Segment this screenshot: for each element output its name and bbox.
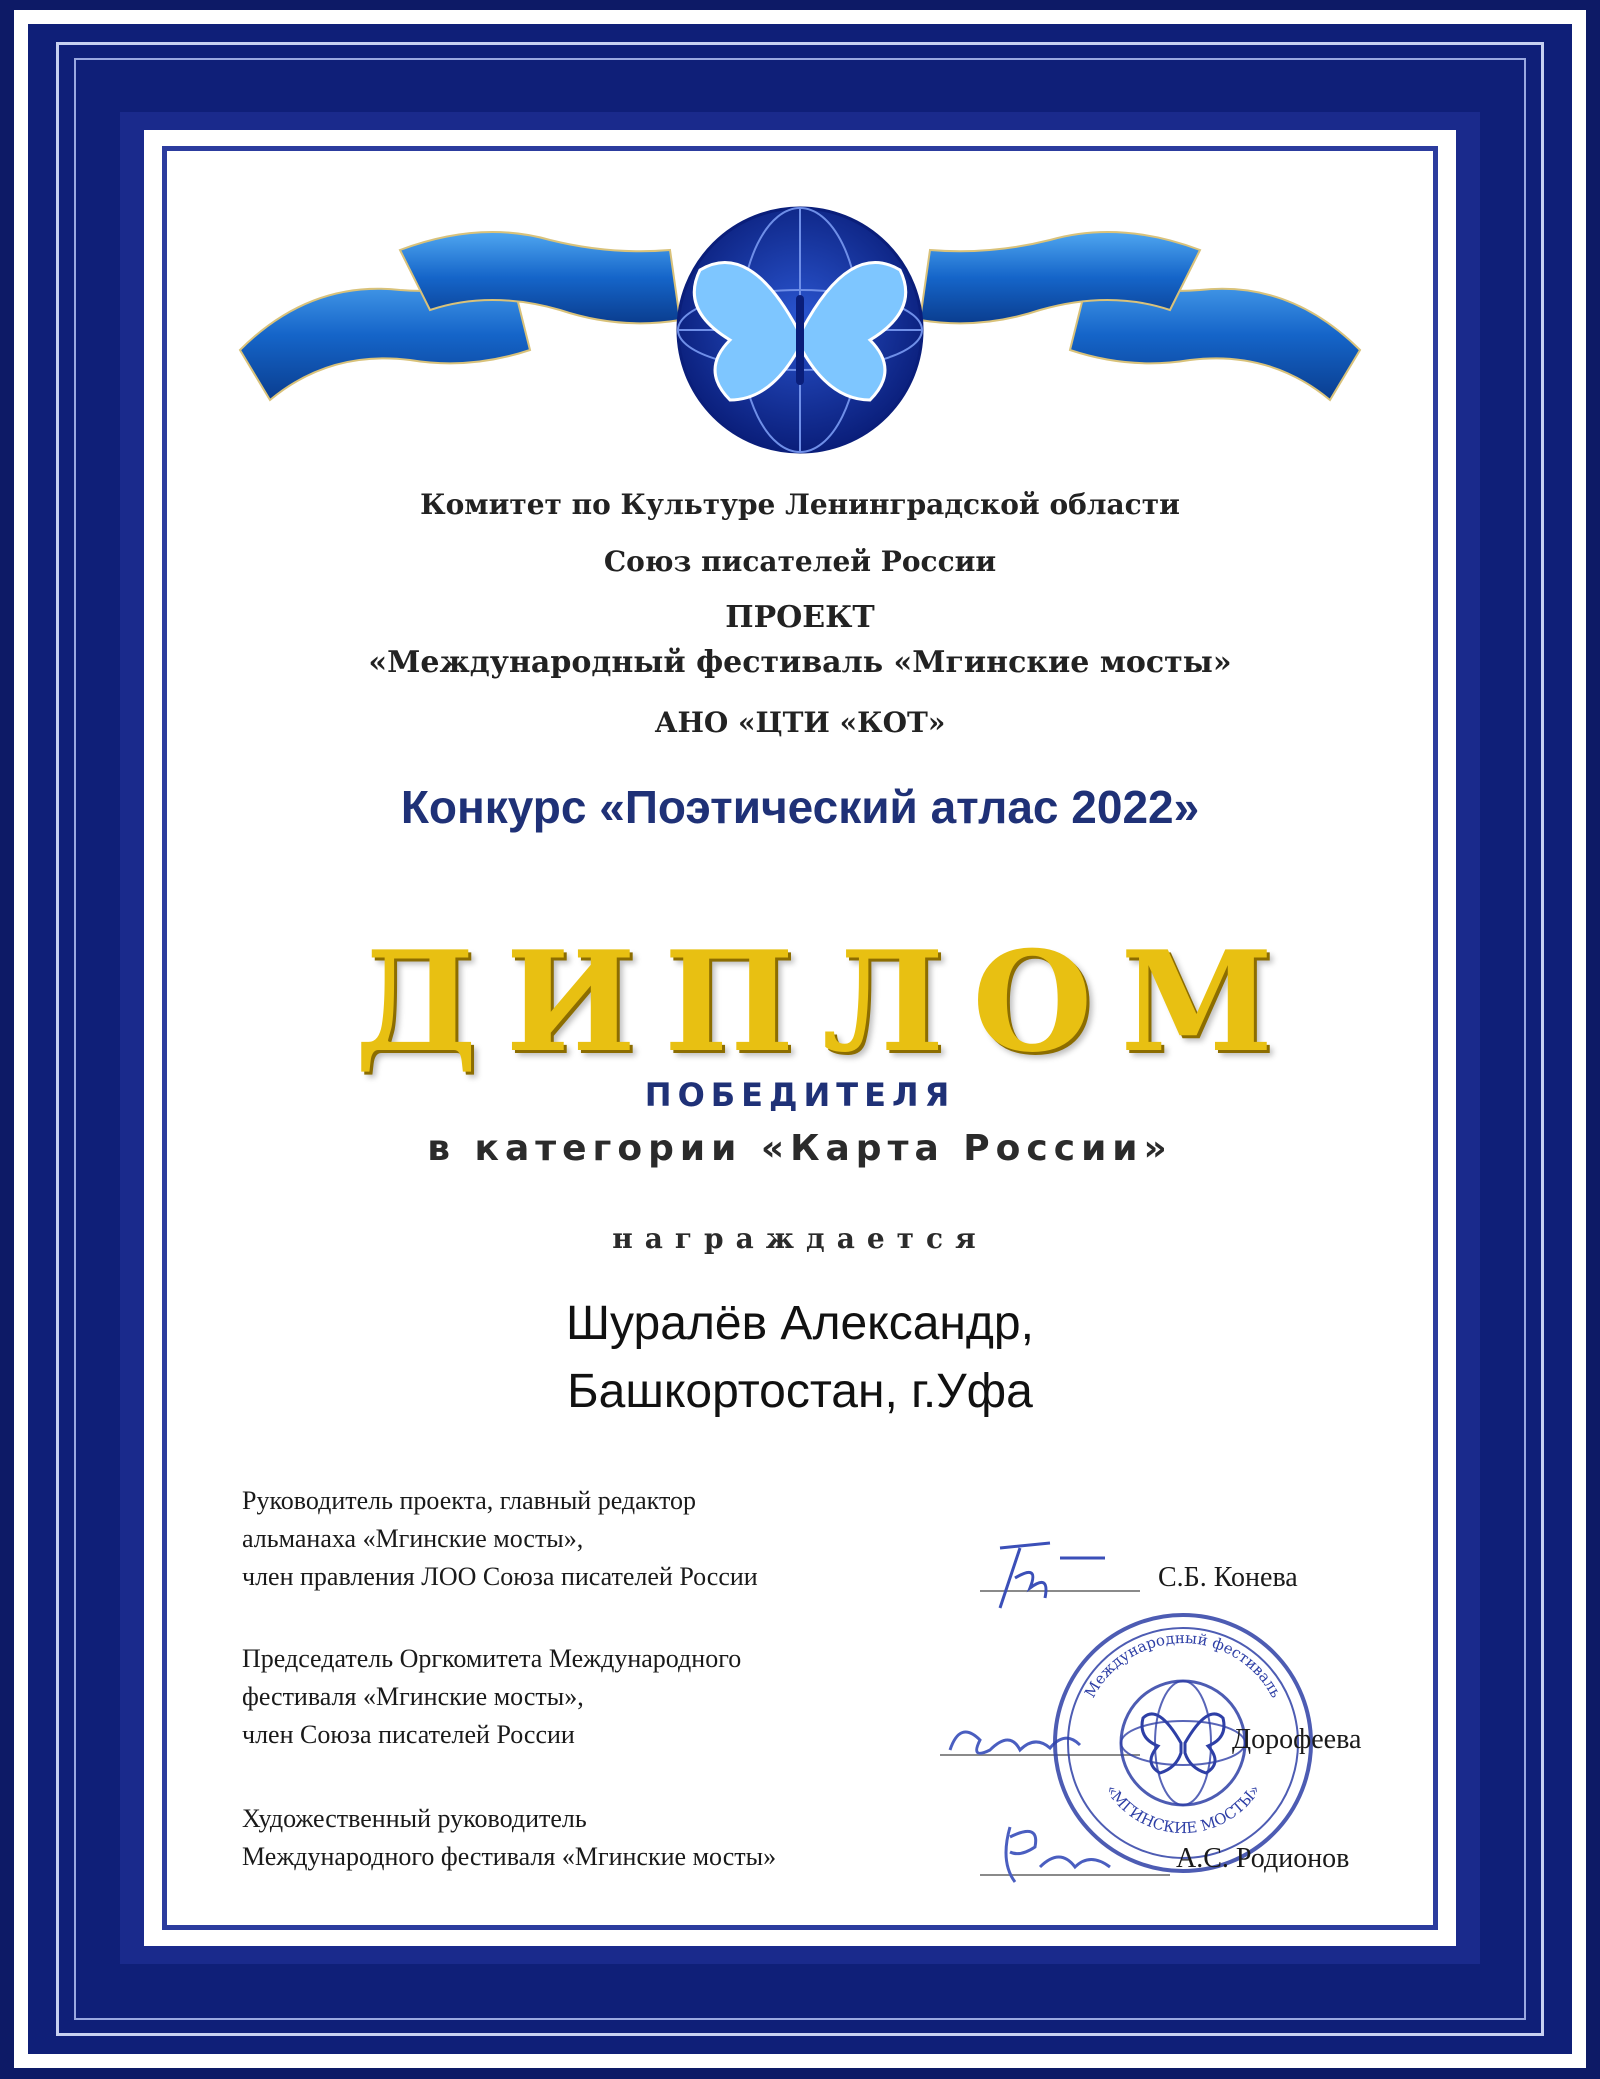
diploma-category: в категории «Карта России» [427, 1128, 1173, 1169]
signatory-2-role [242, 1640, 741, 1754]
stamp-text-top: Международный фестиваль [1080, 1628, 1286, 1701]
signatory-3-role-line: Художественный руководитель [242, 1804, 587, 1833]
ribbon-emblem-icon [230, 200, 1370, 460]
festival-title: «Международный фестиваль «Мгинские мосты» [368, 645, 1232, 680]
contest-title: Конкурс «Поэтический атлас 2022» [400, 781, 1200, 833]
signatory-2-role-line: Председатель Оргкомитета Международного [242, 1644, 742, 1673]
signatory-1-role-line: член правления ЛОО Союза писателей России [242, 1562, 758, 1591]
diploma-subtitle: ПОБЕДИТЕЛЯ [644, 1076, 956, 1114]
signatory-3-role [242, 1800, 776, 1876]
signatory-1-name: С.Б. Конева [1158, 1562, 1298, 1593]
signatory-2-name: Дорофеева [1232, 1724, 1362, 1755]
svg-text:Международный фестиваль [1081, 1629, 1285, 1701]
org-committee: Комитет по Культуре Ленинградской области [420, 488, 1180, 521]
signatory-1-role-line: Руководитель проекта, главный редактор [242, 1486, 696, 1515]
awarded-label: награждается [612, 1222, 988, 1255]
recipient-place: Башкортостан, г.Уфа [567, 1365, 1033, 1418]
ano-line: АНО «ЦТИ «КОТ» [654, 706, 946, 739]
recipient-name: Шуралёв Александр, [566, 1297, 1034, 1350]
diploma-title: ДИПЛОМ [354, 920, 1302, 1083]
org-writers-union: Союз писателей России [603, 545, 997, 578]
signature-3-icon [990, 1812, 1140, 1892]
project-label: ПРОЕКТ [725, 600, 875, 635]
signatory-2-role-line: член Союза писателей России [242, 1720, 575, 1749]
signatory-2-role-line: фестиваля «Мгинские мосты», [242, 1682, 584, 1711]
signatory-3-name: А.С. Родионов [1176, 1843, 1350, 1874]
signature-1-icon [980, 1528, 1130, 1618]
signatory-1-role-line: альманаха «Мгинские мосты», [242, 1524, 584, 1553]
signatory-3-role-line: Международного фестиваля «Мгинские мосты» [242, 1842, 777, 1871]
stamp-text-bottom: «МГИНСКИЕ МОСТЫ» [1102, 1781, 1264, 1838]
signatory-1-role [242, 1482, 758, 1596]
